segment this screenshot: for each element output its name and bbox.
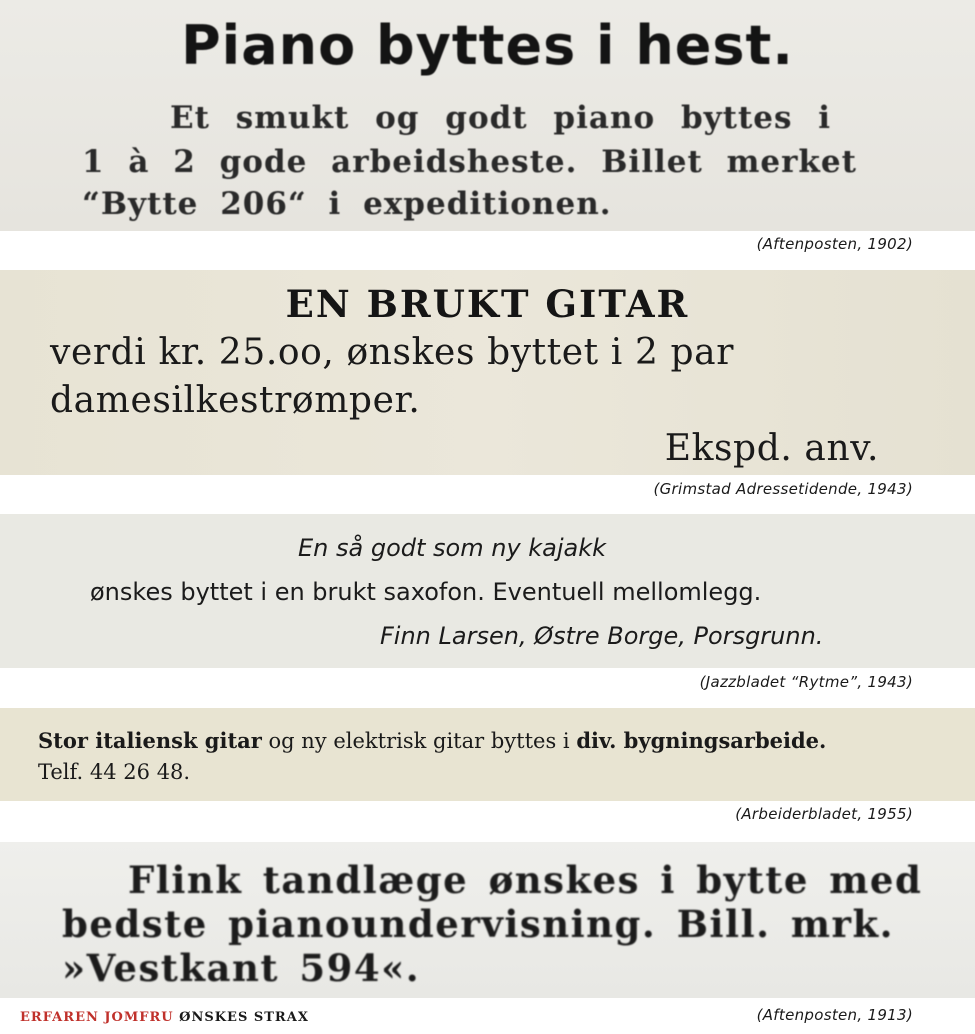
clip-source: (Aftenposten, 1913) xyxy=(756,1006,913,1024)
clip-text-line: Et smukt og godt piano byttes i xyxy=(170,100,832,136)
clip-text-line: 1 à 2 gode arbeidsheste. Billet merket xyxy=(82,144,857,180)
clip-source: (Grimstad Adressetidende, 1943) xyxy=(653,480,913,498)
clip-bold-segment: div. bygningsarbeide. xyxy=(576,728,827,753)
clip-text-line: ønskes byttet i en brukt saxofon. Eventuell mellomlegg. xyxy=(90,578,762,606)
clip-text-line xyxy=(38,728,826,753)
clip-aftenposten-1902 xyxy=(0,0,975,231)
clip-headline: Piano byttes i hest. xyxy=(181,14,794,77)
teaser-text xyxy=(20,1010,309,1025)
clip-headline: EN BRUKT GITAR xyxy=(285,282,690,326)
clip-bold-segment: Stor italiensk gitar xyxy=(38,728,262,753)
clip-arbeiderbladet-1955 xyxy=(0,708,975,801)
clip-text-line: Flink tandlæge ønskes i bytte med xyxy=(128,858,923,902)
clip-grimstad-1943 xyxy=(0,270,975,475)
clip-text-line: Ekspd. anv. xyxy=(664,428,879,469)
clip-text-line: En så godt som ny kajakk xyxy=(298,534,607,562)
clip-text-line: Finn Larsen, Østre Borge, Porsgrunn. xyxy=(380,622,824,650)
clip-rytme-1943 xyxy=(0,514,975,668)
clip-aftenposten-1913 xyxy=(0,842,975,998)
clip-text-line: “Bytte 206“ i expeditionen. xyxy=(82,186,612,222)
clip-text-line: Telf. 44 26 48. xyxy=(38,760,191,784)
clip-source: (Jazzbladet “Rytme”, 1943) xyxy=(699,673,913,691)
clip-source: (Aftenposten, 1902) xyxy=(756,235,913,253)
teaser-red: ERFAREN JOMFRU xyxy=(20,1010,174,1025)
teaser-black: ØNSKES STRAX xyxy=(179,1010,309,1025)
clip-text-line: bedste pianoundervisning. Bill. mrk. xyxy=(62,902,895,946)
clip-text-segment: og ny elektrisk gitar byttes i xyxy=(261,729,577,753)
clip-text-line: verdi kr. 25.oo, ønskes byttet i 2 par xyxy=(50,332,735,373)
clip-text-line: »Vestkant 594«. xyxy=(62,946,421,990)
clip-source: (Arbeiderbladet, 1955) xyxy=(735,805,913,823)
clip-text-line: damesilkestrømper. xyxy=(50,380,421,421)
